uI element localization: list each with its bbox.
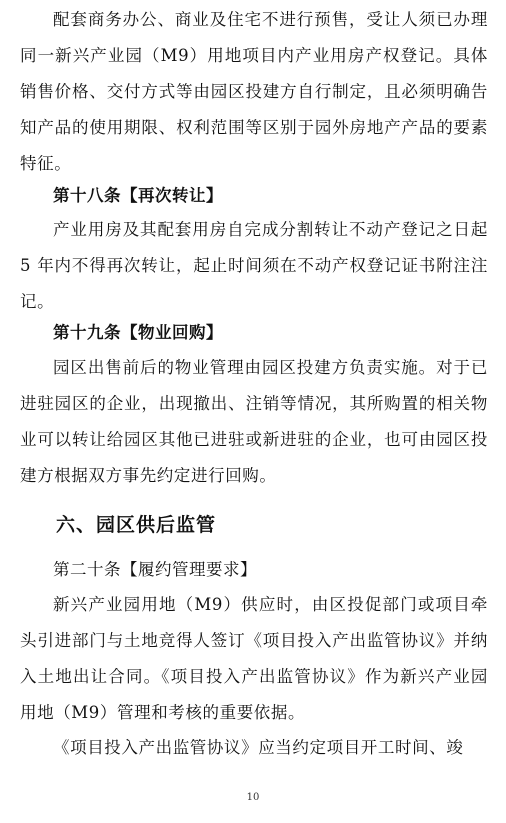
paragraph-property-buyback: 园区出售前后的物业管理由园区投建方负责实施。对于已进驻园区的企业，出现撤出、注销等情况，其所购置的相关物业可以转让给园区其他已进驻或新进驻的企业，也可由园区投建方根据双方事先约定进行回购。	[20, 358, 488, 485]
section-heading-supervision: 六、园区供后监管	[56, 514, 217, 536]
article-19-heading: 第十九条【物业回购】	[53, 323, 223, 342]
paragraph-presale-rules: 配套商务办公、商业及住宅不进行预售，受让人须已办理同一新兴产业园（M9）用地项目内产业用房产权登记。具体销售价格、交付方式等由园区投建方自行制定，且必须明确告知产品的使用期限、权利范围等区别于园外房地产产品的要素特征。	[20, 10, 488, 173]
article-20-heading: 第二十条【履约管理要求】	[53, 560, 257, 579]
paragraph-agreement-terms: 《项目投入产出监管协议》应当约定项目开工时间、竣	[53, 738, 464, 757]
paragraph-performance-agreement: 新兴产业园用地（M9）供应时，由区投促部门或项目牵头引进部门与土地竞得人签订《项目投入产出监管协议》并纳入土地出让合同。《项目投入产出监管协议》作为新兴产业园用地（M9）管理和考核的重要依据。	[20, 595, 488, 722]
article-18-heading: 第十八条【再次转让】	[53, 186, 223, 205]
page-number: 10	[246, 792, 260, 803]
paragraph-resale-restriction: 产业用房及其配套用房自完成分割转让不动产登记之日起 5 年内不得再次转让，起止时间须在不动产权登记证书附注注记。	[20, 220, 488, 311]
